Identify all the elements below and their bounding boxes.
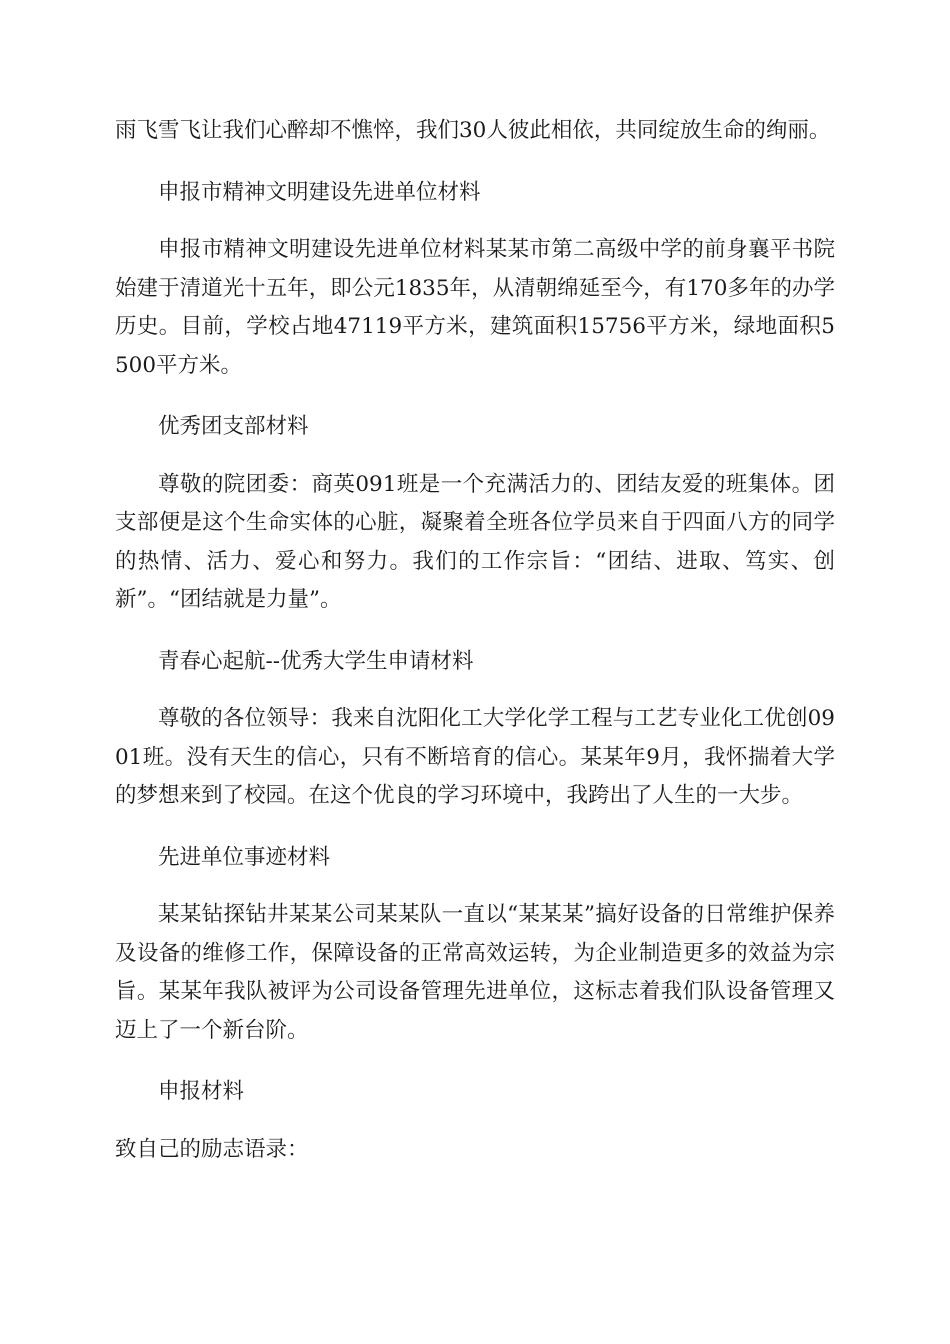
paragraph-motivational-quotes: 致自己的励志语录： [115,1136,309,1162]
section-heading-student-application: 青春心起航--优秀大学生申请材料 [158,648,474,674]
paragraph-league-branch: 尊敬的院团委：商英091班是一个充满活力的、团结友爱的班集体。团支部便是这个生命实体的心脏，凝聚着全班各位学员来自于四面八方的同学的热情、活力、爱心和努力。我们的工作宗旨：“团结、进取、笃实、创新”。“团结就是力量”。 [115,471,835,612]
paragraph-continuation: 雨飞雪飞让我们心醉却不憔悴，我们30人彼此相依，共同绽放生命的绚丽。 [115,118,831,143]
paragraph-advanced-unit-deeds: 某某钻探钻井某某公司某某队一直以“某某某”搞好设备的日常维护保养及设备的维修工作，保障设备的正常高效运转，为企业制造更多的效益为宗旨。某某年我队被评为公司设备管理先进单位，这标志着我们队设备管理又迈上了一个新台阶。 [115,902,835,1043]
paragraph-civilization-unit: 申报市精神文明建设先进单位材料某某市第二高级中学的前身襄平书院始建于清道光十五年，即公元1835年，从清朝绵延至今，有170多年的办学历史。目前，学校占地47119平方米，建筑面积15756平方米，绿地面积5500平方米。 [115,237,835,378]
section-heading-advanced-unit-deeds: 先进单位事迹材料 [158,844,331,870]
section-heading-civilization-unit: 申报市精神文明建设先进单位材料 [158,179,481,205]
document-body [115,112,835,1192]
section-heading-application-materials: 申报材料 [158,1079,245,1104]
section-heading-league-branch: 优秀团支部材料 [158,414,309,439]
paragraph-student-application: 尊敬的各位领导：我来自沈阳化工大学化学工程与工艺专业化工优创0901班。没有天生的信心，只有不断培育的信心。某某年9月，我怀揣着大学的梦想来到了校园。在这个优良的学习环境中，我跨出了人生的一大步。 [115,706,835,808]
